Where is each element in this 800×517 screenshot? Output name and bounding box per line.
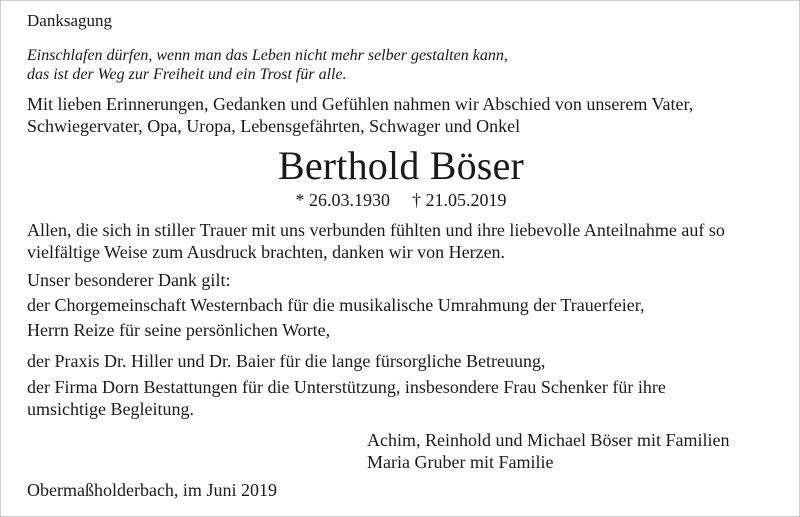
motto-line-1: Einschlafen dürfen, wenn man das Leben nicht mehr selber gestalten kann, (27, 47, 508, 64)
thanks-line: der Praxis Dr. Hiller und Dr. Baier für die lange fürsorgliche Betreuung, (27, 351, 546, 371)
deceased-name: Berthold Böser (277, 143, 525, 188)
thanks-line: der Firma Dorn Bestattungen für die Unterstützung, insbesondere Frau Schenker für ihre (27, 377, 666, 397)
motto-line-2: das ist der Weg zur Freiheit und ein Trost für alle. (27, 66, 347, 83)
thanks-line: umsichtige Begleitung. (27, 399, 194, 419)
thanks-line: vielfältige Weise zum Ausdruck brachten, danken wir von Herzen. (27, 242, 506, 262)
life-dates (1, 190, 800, 211)
birth-date: * 26.03.1930 (295, 190, 390, 210)
notice-heading: Danksagung (27, 11, 112, 30)
thanks-line: Unser besonderer Dank gilt: (27, 270, 231, 290)
signature-line-1: Achim, Reinhold und Michael Böser mit Familien (367, 430, 730, 450)
place-and-date: Obermaßholderbach, im Juni 2019 (27, 480, 277, 500)
intro-line-2: Schwiegervater, Opa, Uropa, Lebensgefährten, Schwager und Onkel (27, 116, 521, 136)
intro-line-1: Mit lieben Erinnerungen, Gedanken und Gefühlen nahmen wir Abschied von unserem Vater, (27, 94, 694, 114)
death-date: † 21.05.2019 (412, 190, 507, 210)
signature-line-2: Maria Gruber mit Familie (367, 452, 554, 472)
thanks-line: Allen, die sich in stiller Trauer mit uns verbunden fühlten und ihre liebevolle Anteilnahme auf so (27, 220, 725, 240)
thanks-line: der Chorgemeinschaft Westernbach für die musikalische Umrahmung der Trauerfeier, (27, 295, 645, 315)
thanks-line: Herrn Reize für seine persönlichen Worte, (27, 320, 331, 340)
